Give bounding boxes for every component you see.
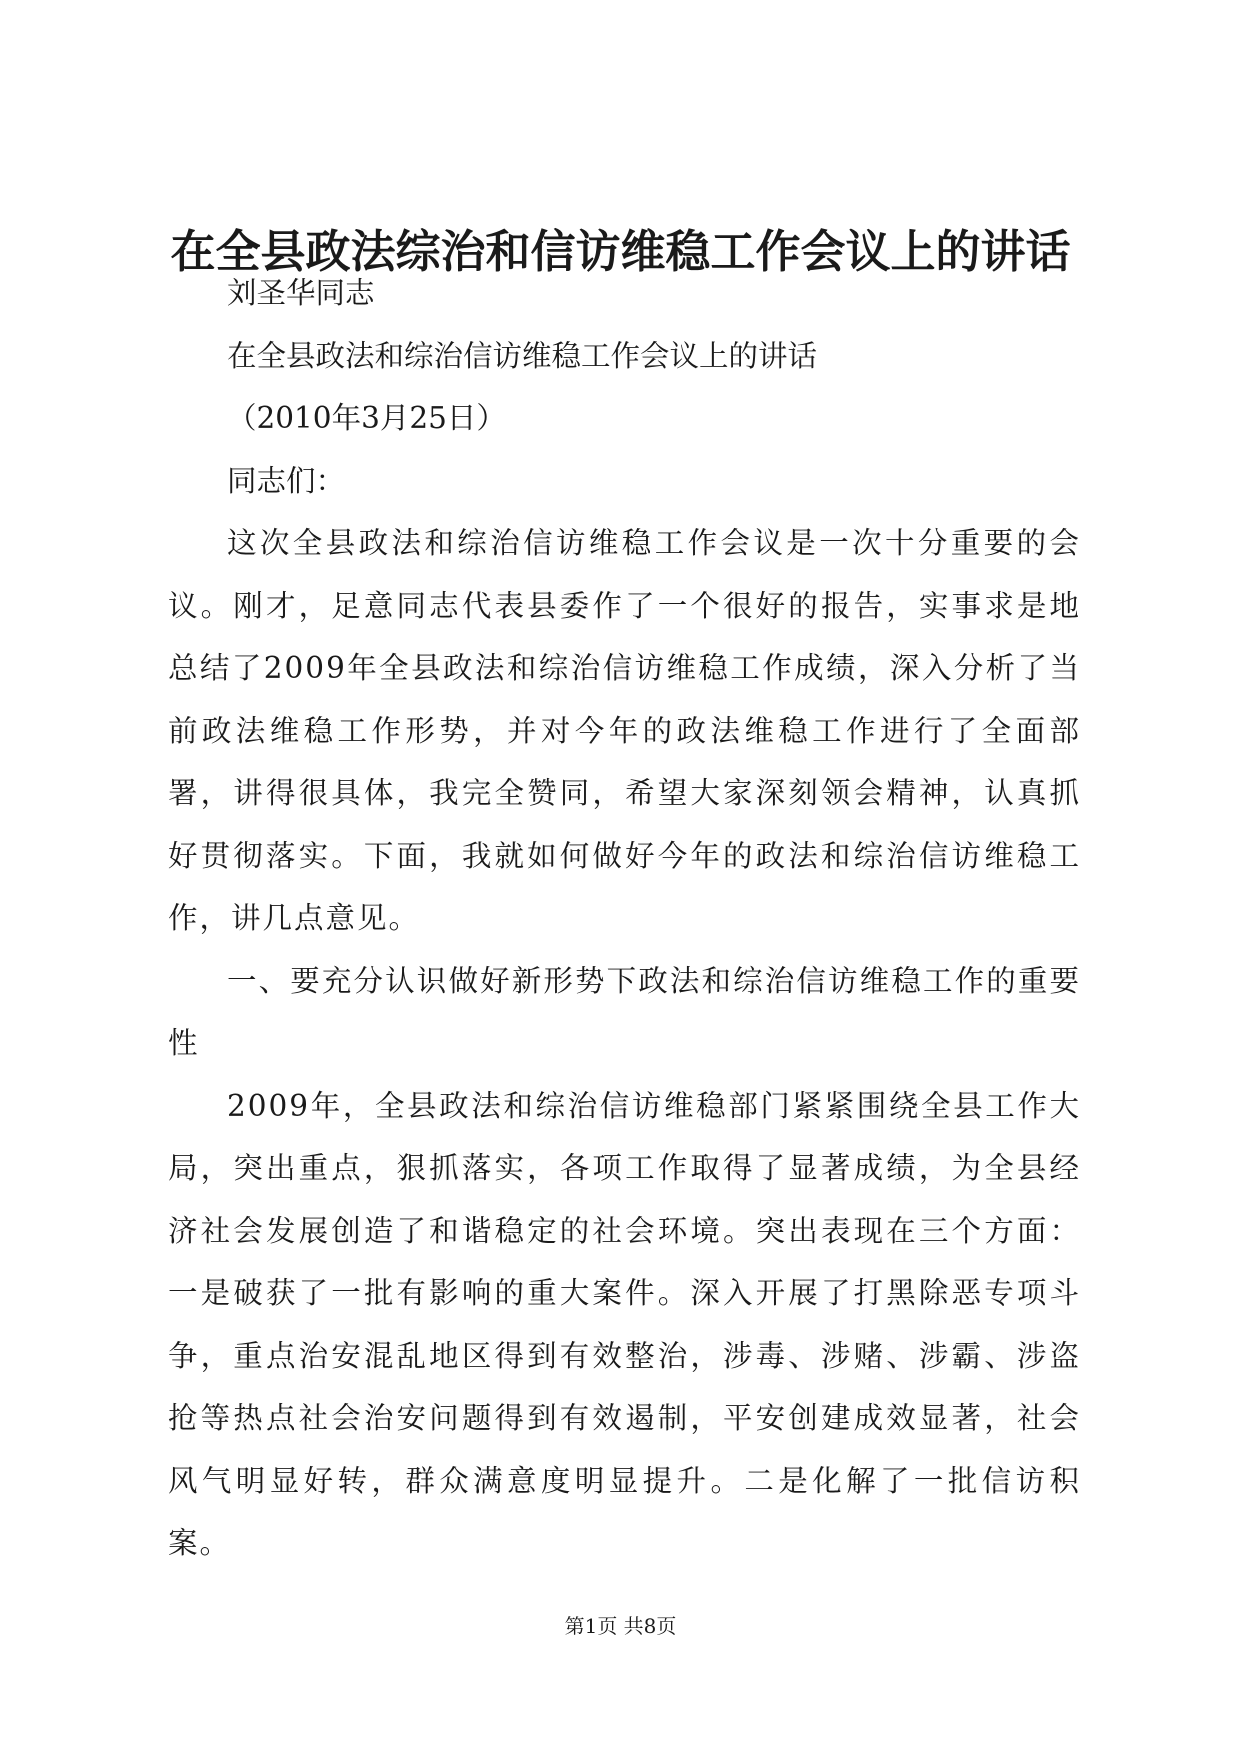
section-heading: 一、要充分认识做好新形势下政法和综治信访维稳工作的重要性	[168, 963, 1081, 1060]
salutation: 同志们：	[227, 463, 346, 498]
document-body	[168, 262, 1081, 1575]
body-paragraph: 这次全县政法和综治信访维稳工作会议是一次十分重要的会议。刚才，足意同志代表县委作了一个很好的报告，实事求是地总结了2009年全县政法和综治信访维稳工作成绩，深入分析了当前政法维稳工作形势，并对今年的政法维稳工作进行了全面部署，讲得很具体，我完全赞同，希望大家深刻领会精神，认真抓好贯彻落实。下面，我就如何做好今年的政法和综治信访维稳工作，讲几点意见。	[168, 526, 1081, 935]
document-title: 在全县政法综治和信访维稳工作会议上的讲话	[170, 225, 1071, 278]
speaker-line: 刘圣华同志	[227, 276, 375, 310]
speech-date: （2010年3月25日）	[227, 401, 506, 435]
speech-subtitle: 在全县政法和综治信访维稳工作会议上的讲话	[227, 338, 818, 373]
page-number-footer: 第1页 共8页	[564, 1614, 677, 1638]
body-paragraph: 2009年，全县政法和综治信访维稳部门紧紧围绕全县工作大局，突出重点，狠抓落实，各项工作取得了显著成绩，为全县经济社会发展创造了和谐稳定的社会环境。突出表现在三个方面：一是破获了一批有影响的重大案件。深入开展了打黑除恶专项斗争，重点治安混乱地区得到有效整治，涉毒、涉赌、涉霸、涉盗抢等热点社会治安问题得到有效遏制，平安创建成效显著，社会风气明显好转，群众满意度明显提升。二是化解了一批信访积案。	[168, 1088, 1081, 1560]
